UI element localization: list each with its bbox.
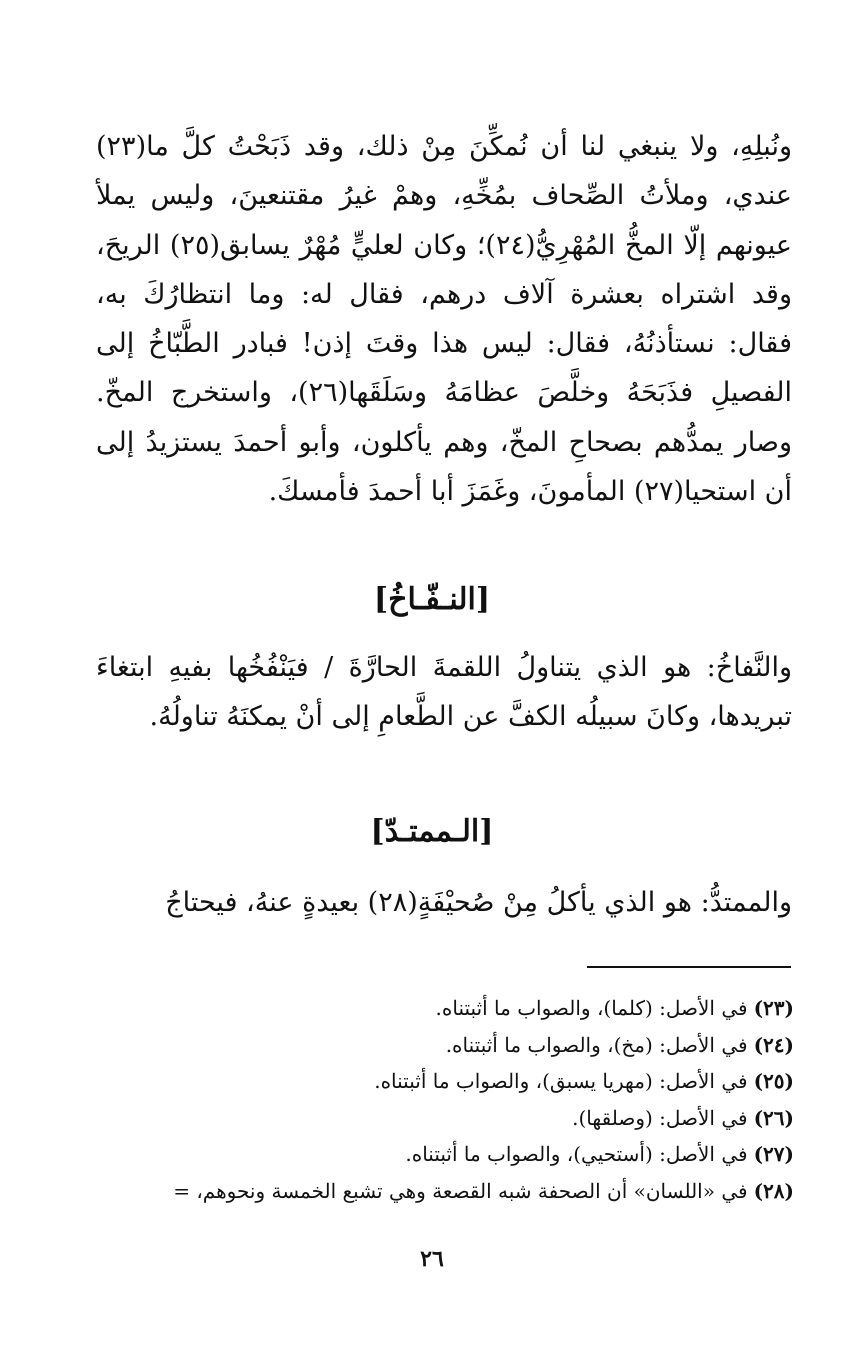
footnote-number: (٢٧) <box>753 1142 794 1166</box>
footnote-number: (٢٨) <box>753 1178 794 1203</box>
body-paragraph: والممتدُّ: هو الذي يأكلُ مِنْ صُحيْفَةٍ(٢٨) بعيدةٍ عنهُ، فيحتاجُ <box>165 887 792 918</box>
footnote <box>96 990 794 1027</box>
footnote-text: في «اللسان» أن الصحفة شبه القصعة وهي تشبع الخمسة ونحوهم، = <box>173 1178 748 1203</box>
footnote <box>96 1063 794 1100</box>
footnote-text: في الأصل: (أستحيي)، والصواب ما أثبتناه. <box>405 1142 748 1166</box>
footnote-text: في الأصل: (مخ)، والصواب ما أثبتناه. <box>445 1032 748 1057</box>
section-heading: [النـفّـاخُ] <box>373 582 491 617</box>
footnote <box>96 1173 794 1210</box>
footnote <box>96 1136 794 1173</box>
footnote <box>96 1027 794 1064</box>
body-paragraph: ونُبلِهِ، ولا ينبغي لنا أن نُمكِّنَ مِنْ ذلك، وقد ذَبَحْتُ كلَّ ما(٢٣) عندي، وملأتُ الصِّحاف بمُخِّهِ، وهمْ غيرُ مقتنعينَ، وليس يملأ عيونهم إلّا المخُّ المُهْرِيُّ(٢٤)؛ وكان لعليٍّ مُهْرٌ يسابق(٢٥) الريحَ، وقد اشتراه بعشرة آلاف درهم، فقال له: وما انتظارُكَ به، فقال: نستأذنُهُ، فقال: ليس هذا وقتَ إذن! فبادر الطَّبّاخُ إلى الفصيلِ فذَبَحَهُ وخلَّصَ عظامَهُ وسَلَقَها(٢٦)، واستخرج المخّ. وصار يمدُّهم بصحاحِ المخّ، وهم يأكلون، وأبو أحمدَ يستزيدُ إلى أن استحيا(٢٧) المأمونَ، وغَمَزَ أبا أحمدَ فأمسكَ. <box>96 131 792 508</box>
footnote <box>96 1100 794 1137</box>
footnotes-list <box>96 990 794 1209</box>
section-heading: [الـممتـدّ] <box>370 814 494 849</box>
footnote-number: (٢٣) <box>753 996 794 1020</box>
footnote-text: في الأصل: (وصلقها). <box>572 1105 748 1130</box>
footnote-text: في الأصل: (مهريا يسبق)، والصواب ما أثبتناه. <box>374 1069 748 1093</box>
footnote-number: (٢٥) <box>753 1069 794 1093</box>
footnote-number: (٢٦) <box>753 1105 794 1130</box>
footnote-text: في الأصل: (كلما)، والصواب ما أثبتناه. <box>435 996 748 1020</box>
footnote-separator <box>587 966 791 968</box>
page-number: ٢٦ <box>420 1246 444 1272</box>
body-paragraph: والنَّفاخُ: هو الذي يتناولُ اللقمةَ الحارَّةَ / فيَنْفُخُها بفيهِ ابتغاءَ تبريدها، وكانَ سبيلُه الكفَّ عن الطَّعامِ إلى أنْ يمكنَهُ تناولُهُ. <box>96 652 792 733</box>
footnote-number: (٢٤) <box>753 1032 794 1057</box>
